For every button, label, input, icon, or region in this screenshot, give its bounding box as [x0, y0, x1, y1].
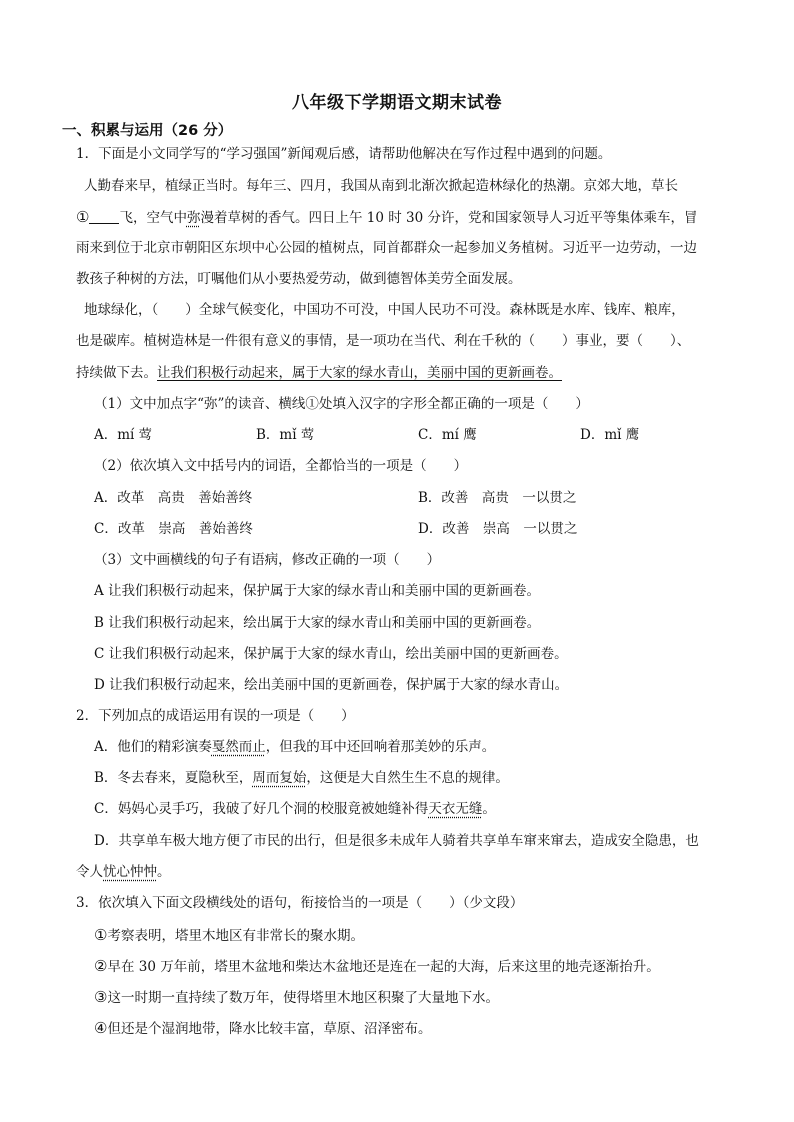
q3-sentence: ①考察表明，塔里木地区有非常长的聚水期。 [94, 926, 364, 944]
option-d: D．共享单车极大地方便了市民的出行，但是很多未成年人骑着共享单车窜来窜去，造成安全隐患，也 [94, 833, 699, 849]
q1-sub2: （2）依次填入文中括号内的词语，全都恰当的一项是（ ） [94, 458, 468, 474]
q1-passage-line: 人勤春来早，植绿正当时。每年三、四月，我国从南到北渐次掀起造林绿化的热潮。京郊大地，草长 [84, 178, 678, 194]
dotted-char: 弥 [186, 210, 201, 226]
dotted-idiom: 忧心忡忡 [103, 864, 157, 880]
number-marker: ② [94, 957, 108, 975]
q1-passage-line: 也是碳库。植树造林是一件很有意义的事情，是一项功在当代、利在千秋的（ ）事业，要（ ）、 [76, 333, 691, 349]
q3-sentence: ③这一时期一直持续了数万年，使得塔里木地区积聚了大量地下水。 [94, 988, 499, 1006]
option-a: A．他们的精彩演奏戛然而止，但我的耳中还回响着那美妙的乐声。 [94, 739, 496, 755]
option-a: A 让我们积极行动起来，保护属于大家的绿水青山和美丽中国的更新画卷。 [94, 583, 541, 599]
dotted-idiom: 戛然而止 [211, 739, 266, 755]
exam-title: 八年级下学期语文期末试卷 [292, 93, 502, 113]
q2-stem: 2．下列加点的成语运用有误的一项是（ ） [76, 708, 355, 724]
option-d: D．改善 崇高 一以贯之 [418, 521, 578, 537]
q1-sub3: （3）文中画横线的句子有语病，修改正确的一项（ ） [94, 552, 441, 568]
option-d: D 让我们积极行动起来，绘出美丽中国的更新画卷，保护属于大家的绿水青山。 [94, 677, 569, 693]
q3-stem: 3．依次填入下面文段横线处的语句，衔接恰当的一项是（ ）（少文段） [76, 895, 524, 911]
q1-passage-line: 教孩子种树的方法，叮嘱他们从小要热爱劳动，做到德智体美劳全面发展。 [76, 271, 522, 287]
option-a: A．mí 莺 [94, 427, 153, 443]
dotted-idiom: 周而复始 [252, 770, 307, 786]
underlined-sentence: 让我们积极行动起来，属于大家的绿水青山，美丽中国的更新画卷。 [157, 365, 562, 381]
q1-passage-line: 持续做下去。让我们积极行动起来，属于大家的绿水青山，美丽中国的更新画卷。 [76, 365, 562, 381]
option-c: C．妈妈心灵手巧，我破了好几个洞的校服竟被她缝补得天衣无缝。 [94, 801, 496, 817]
q1-passage-line: 雨来到位于北京市朝阳区东坝中心公园的植树点，同首都群众一起参加义务植树。习近平一边劳动，一边 [76, 240, 697, 256]
option-d: D．mǐ 鹰 [580, 427, 640, 443]
option-b: B．mǐ 莺 [256, 427, 315, 443]
number-marker: ④ [94, 1019, 108, 1037]
number-marker: ③ [94, 988, 108, 1006]
number-marker: ① [94, 926, 108, 944]
fill-blank [89, 209, 119, 224]
q1-stem: 1．下面是小文同学写的“学习强国”新闻观后感，请帮助他解决在写作过程中遇到的问题。 [76, 146, 612, 162]
option-c: C 让我们积极行动起来，保护属于大家的绿水青山，绘出美丽中国的更新画卷。 [94, 646, 568, 662]
option-b: B．冬去春来，夏隐秋至，周而复始，这便是大自然生生不息的规律。 [94, 770, 509, 786]
option-d-continued: 令人忧心忡忡。 [76, 864, 171, 880]
option-b: B．改善 高贵 一以贯之 [418, 490, 577, 506]
section-heading: 一、积累与运用（26 分） [62, 123, 233, 139]
q3-sentence: ②早在 30 万年前，塔里木盆地和柴达木盆地还是连在一起的大海，后来这里的地壳逐渐抬升。 [94, 957, 660, 975]
option-c: C．改革 崇高 善始善终 [94, 521, 253, 537]
q1-passage-line: 地球绿化，（ ）全球气候变化，中国功不可没，中国人民功不可没。森林既是水库、钱库、粮库， [84, 302, 685, 318]
option-a: A．改革 高贵 善始善终 [94, 490, 253, 506]
q3-sentence: ④但还是个湿润地带，降水比较丰富，草原、沼泽密布。 [94, 1019, 432, 1037]
q1-passage-line: ① 飞，空气中弥漫着草树的香气。四日上午 10 时 30 分许，党和国家领导人习近平等集体乘车，冒 [76, 208, 698, 226]
q1-sub1: （1）文中加点字“弥”的读音、横线①处填入汉字的字形全都正确的一项是（ ） [94, 396, 589, 412]
option-c: C．mí 鹰 [418, 427, 477, 443]
dotted-idiom: 天衣无缝 [428, 801, 483, 817]
blank-marker: ① [76, 208, 90, 226]
option-b: B 让我们积极行动起来，绘出属于大家的绿水青山和美丽中国的更新画卷。 [94, 615, 541, 631]
